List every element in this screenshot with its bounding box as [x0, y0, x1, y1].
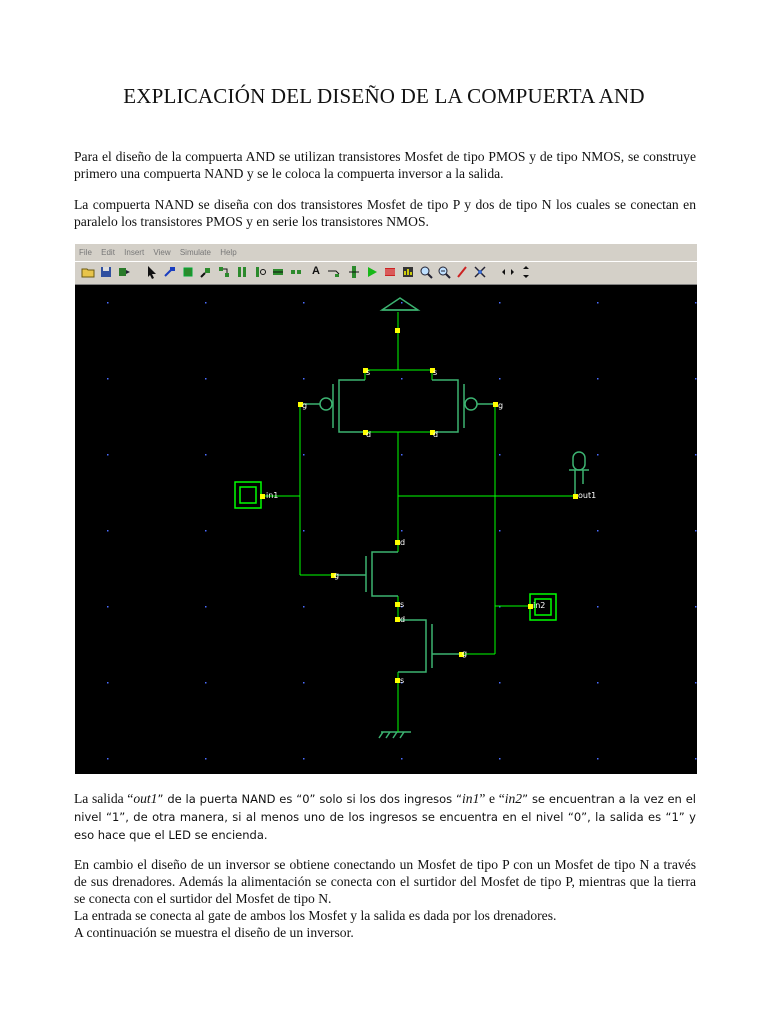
grid-dot: [499, 454, 501, 456]
grid-dot: [303, 454, 305, 456]
grid-dot: [107, 606, 109, 608]
grid-dot: [401, 530, 403, 532]
grid-dots: [107, 302, 697, 760]
grid-dot: [695, 454, 697, 456]
grid-dot: [597, 302, 599, 304]
label-pmos-right-drain: d: [433, 430, 439, 439]
grid-dot: [499, 302, 501, 304]
grid-dot: [597, 454, 599, 456]
grid-dot: [303, 682, 305, 684]
grid-dot: [499, 530, 501, 532]
pin-tool-icon[interactable]: [199, 265, 213, 279]
grid-dot: [107, 530, 109, 532]
grid-dot: [303, 606, 305, 608]
measure-icon[interactable]: [455, 265, 469, 279]
menu-edit[interactable]: Edit: [101, 248, 115, 257]
connection-nodes: [260, 328, 578, 683]
rotate-icon[interactable]: [473, 265, 487, 279]
grid-dot: [303, 378, 305, 380]
grid-dot: [205, 302, 207, 304]
grid-dot: [303, 302, 305, 304]
nmos-tool-icon[interactable]: [235, 265, 249, 279]
grid-dot: [499, 758, 501, 760]
pmos-tool-icon[interactable]: [253, 265, 267, 279]
grid-dot: [107, 302, 109, 304]
component-tool-icon[interactable]: [181, 265, 195, 279]
grid-dot: [695, 378, 697, 380]
circuit-wires: [265, 312, 575, 732]
text-tool-icon[interactable]: A: [312, 265, 320, 277]
term-in1: in1: [462, 791, 480, 806]
grid-dot: [205, 606, 207, 608]
label-in2: in2: [533, 601, 546, 610]
ground-symbol: [379, 732, 411, 738]
open-folder-icon[interactable]: [81, 265, 95, 279]
menu-bar: [75, 244, 697, 261]
grid-dot: [107, 378, 109, 380]
grid-dot: [401, 758, 403, 760]
grid-dot: [205, 682, 207, 684]
grid-dot: [303, 530, 305, 532]
label-nmos-bottom-drain: d: [400, 615, 406, 624]
label-nmos-top-drain: d: [400, 538, 406, 547]
grid-dot: [597, 758, 599, 760]
grid-dot: [107, 758, 109, 760]
grid-dot: [597, 378, 599, 380]
label-nmos-top-gate: g: [334, 571, 340, 580]
label-in1: in1: [266, 491, 279, 500]
vdd-supply-symbol: [382, 298, 418, 310]
grid-dot: [597, 530, 599, 532]
paragraph-6: A continuación se muestra el diseño de un inversor.: [74, 925, 354, 940]
wire-tool-icon[interactable]: [163, 265, 177, 279]
move-horizontal-icon[interactable]: [501, 265, 515, 279]
label-pmos-left-source: s: [366, 368, 371, 377]
label-nmos-bottom-gate: g: [462, 649, 468, 658]
grid-dot: [695, 606, 697, 608]
zoom-out-icon[interactable]: [437, 265, 451, 279]
grid-dot: [205, 454, 207, 456]
chart-icon[interactable]: [401, 265, 415, 279]
pmos-transistor-left: [303, 380, 365, 432]
circuit-editor-screenshot: [75, 244, 697, 774]
label-pmos-left-gate: g: [302, 401, 308, 410]
vdd-tool-icon[interactable]: [271, 265, 285, 279]
grid-dot: [107, 682, 109, 684]
grid-dot: [695, 530, 697, 532]
page-title: EXPLICACIÓN DEL DISEÑO DE LA COMPUERTA AND: [123, 84, 645, 108]
grid-dot: [695, 758, 697, 760]
label-out1: out1: [578, 491, 597, 500]
export-icon[interactable]: [117, 265, 131, 279]
grid-dot: [205, 530, 207, 532]
grid-dot: [401, 454, 403, 456]
grid-dot: [205, 758, 207, 760]
simulate-play-icon[interactable]: [365, 265, 379, 279]
grid-dot: [597, 682, 599, 684]
schematic-canvas[interactable]: [75, 284, 697, 774]
label-pmos-right-source: s: [433, 368, 438, 377]
menu-view[interactable]: View: [153, 248, 171, 257]
menu-simulate[interactable]: Simulate: [179, 248, 211, 257]
save-icon[interactable]: [99, 265, 113, 279]
grid-dot: [205, 378, 207, 380]
menu-help[interactable]: Help: [220, 248, 237, 257]
label-nmos-bottom-source: s: [400, 676, 405, 685]
label-nmos-top-source: s: [400, 600, 405, 609]
grid-dot: [695, 682, 697, 684]
grid-tool-icon[interactable]: [217, 265, 231, 279]
select-arrow-icon[interactable]: [145, 265, 159, 279]
paragraph-5: La entrada se conecta al gate de ambos los Mosfet y la salida es dada por los drenadores.: [74, 908, 557, 923]
input-in1-pin[interactable]: [235, 482, 261, 508]
grid-dot: [303, 758, 305, 760]
move-vertical-icon[interactable]: [519, 265, 533, 279]
paragraph-4: En cambio el diseño de un inversor se obtiene conectando un Mosfet de tipo P con un Mosfet de tipo N a través de sus drenadores. Además la alimentación se conecta con el surtidor del Mosfet de tipo P, mientras que la tierra se conecta con el surtidor del Mosfet de tipo N.: [74, 857, 696, 906]
input-pin-tool-icon[interactable]: [347, 265, 361, 279]
grid-dot: [695, 302, 697, 304]
zoom-in-icon[interactable]: [419, 265, 433, 279]
grid-dot: [499, 682, 501, 684]
label-pmos-right-gate: g: [498, 401, 504, 410]
grid-dot: [597, 606, 599, 608]
grid-dot: [401, 378, 403, 380]
stop-icon[interactable]: [383, 265, 397, 279]
paragraph-1: Para el diseño de la compuerta AND se utilizan transistores Mosfet de tipo PMOS y de tipo NMOS, se construye primero una compuerta NAND y se le coloca la compuerta inversor a la salida.: [74, 149, 696, 181]
term-in2: in2: [504, 791, 523, 806]
menu-file[interactable]: File: [79, 248, 92, 257]
paragraph-3: La salida “out1” de la puerta NAND es “0” solo si los dos ingresos “in1” e “in2” se encuentran a la vez en el nivel “1”, de otra manera, si al menos uno de los ingresos se encuentra en el nivel “0”, la salida es “1” y eso hace que el LED se encienda.: [74, 791, 696, 842]
led-out1-symbol[interactable]: [569, 452, 589, 496]
paragraph-2: La compuerta NAND se diseña con dos transistores Mosfet de tipo P y dos de tipo N los cuales se conectan en paralelo los transistores PMOS y en serie los transistores NMOS.: [74, 197, 696, 229]
toolbar: [75, 261, 697, 285]
term-out1: out1: [133, 791, 158, 806]
label-pmos-left-drain: d: [366, 430, 372, 439]
nmos-transistor-top: [333, 552, 398, 596]
menu-insert[interactable]: Insert: [124, 248, 145, 257]
grid-dot: [401, 302, 403, 304]
pmos-transistor-right: [432, 380, 495, 432]
nmos-transistor-bottom: [398, 620, 461, 672]
ground-tool-icon[interactable]: [289, 265, 303, 279]
probe-tool-icon[interactable]: [327, 265, 341, 279]
grid-dot: [499, 378, 501, 380]
grid-dot: [107, 454, 109, 456]
